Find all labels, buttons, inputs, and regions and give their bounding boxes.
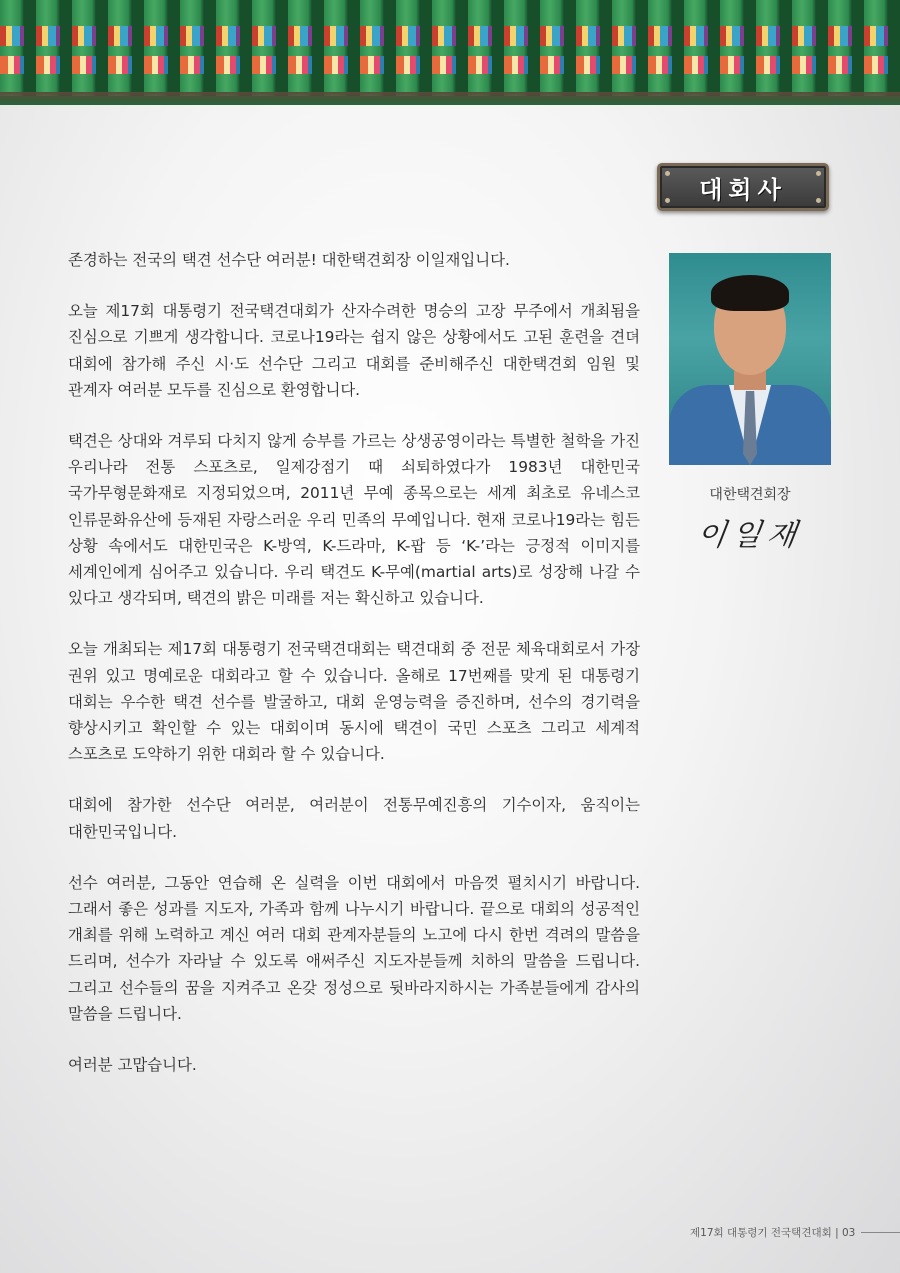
- page-footer: [690, 1222, 900, 1242]
- eaves-shadow: [0, 92, 900, 105]
- author-signature: 이일재: [694, 518, 805, 553]
- section-badge: [657, 163, 829, 211]
- rafters-pattern: [0, 0, 900, 96]
- nail-icon: [816, 171, 821, 176]
- paragraph-athletes: 대회에 참가한 선수단 여러분, 여러분이 전통무예진흥의 기수이자, 움직이는 대한민국입니다.: [68, 796, 640, 841]
- paragraph-taekkyeon: 택견은 상대와 겨루되 다치지 않게 승부를 가르는 상생공영이라는 특별한 철학을 가진 우리나라 전통 스포츠로, 일제강점기 때 쇠퇴하였다가 1983년 대한민국 국가무형문화재로 지정되었으며, 2011년 무예 종목으로는 세계 최초로 유네스코 인류문화유산에 등재된 자랑스러운 우리 민족의 무예입니다. 현재 코로나19라는 힘든 상황 속에서도 대한민국은 K-방역, K-드라마, K-팝 등 ‘K-’라는 긍정적 이미지를 세계인에게 심어주고 있습니다. 우리 택견도 K-무예(martial arts)로 성장해 나갈 수 있다고 생각되며, 택견의 밝은 미래를 저는 확신하고 있습니다.: [68, 432, 640, 608]
- paragraph-closing: 여러분 고맙습니다.: [68, 1056, 197, 1075]
- author-role: 대한택견회장: [709, 487, 791, 503]
- paragraph-greeting: 존경하는 전국의 택견 선수단 여러분! 대한택견회장 이일재입니다.: [68, 251, 510, 269]
- nail-icon: [816, 198, 821, 203]
- dancheong-band-lower: [0, 56, 900, 74]
- nail-icon: [665, 198, 670, 203]
- footer-rule: [861, 1232, 900, 1233]
- paragraph-thanks: 선수 여러분, 그동안 연습해 온 실력을 이번 대회에서 마음껏 펼치시기 바랍니다. 그래서 좋은 성과를 지도자, 가족과 함께 나누시기 바랍니다. 끝으로 대회의 성공적인 개최를 위해 노력하고 계신 여러 대회 관계자분들의 노고에 다시 한번 격려의 말씀을 드리며, 선수가 자라날 수 있도록 애써주신 지도자분들께 치하의 말씀을 드립니다. 그리고 선수들의 꿈을 지켜주고 온갖 정성으로 뒷바라지하시는 가족분들에게 감사의 말씀을 드립니다.: [68, 873, 640, 1023]
- nail-icon: [665, 171, 670, 176]
- section-badge-label: 대회사: [699, 175, 787, 204]
- portrait-hair: [711, 275, 789, 311]
- paragraph-welcome: 오늘 제17회 대통령기 전국택견대회가 산자수려한 명승의 고장 무주에서 개최됨을 진심으로 기쁘게 생각합니다. 코로나19라는 쉽지 않은 상황에서도 고된 훈련을 견뎌 대회에 참가해 주신 시·도 선수단 그리고 대회를 준비해주신 대한택견회 임원 및 관계자 여러분 모두를 진심으로 환영합니다.: [68, 302, 640, 399]
- paragraph-tournament: 오늘 개최되는 제17회 대통령기 전국택견대회는 택견대회 중 전문 체육대회로서 가장 권위 있고 명예로운 대회라고 할 수 있습니다. 올해로 17번째를 맞게 된 대통령기 대회는 우수한 택견 선수를 발굴하고, 대회 운영능력을 증진하며, 선수의 경기력을 향상시키고 확인할 수 있는 대회이며 동시에 택견이 국민 스포츠 그리고 세계적 스포츠로 도약하기 위한 대회라 할 수 있습니다.: [68, 640, 640, 764]
- speech-body: [68, 247, 640, 1103]
- president-portrait: [669, 253, 831, 465]
- footer-text: 제17회 대통령기 전국택견대회 | 03: [690, 1226, 856, 1239]
- dancheong-eaves-banner: [0, 0, 900, 105]
- dancheong-band-upper: [0, 26, 900, 46]
